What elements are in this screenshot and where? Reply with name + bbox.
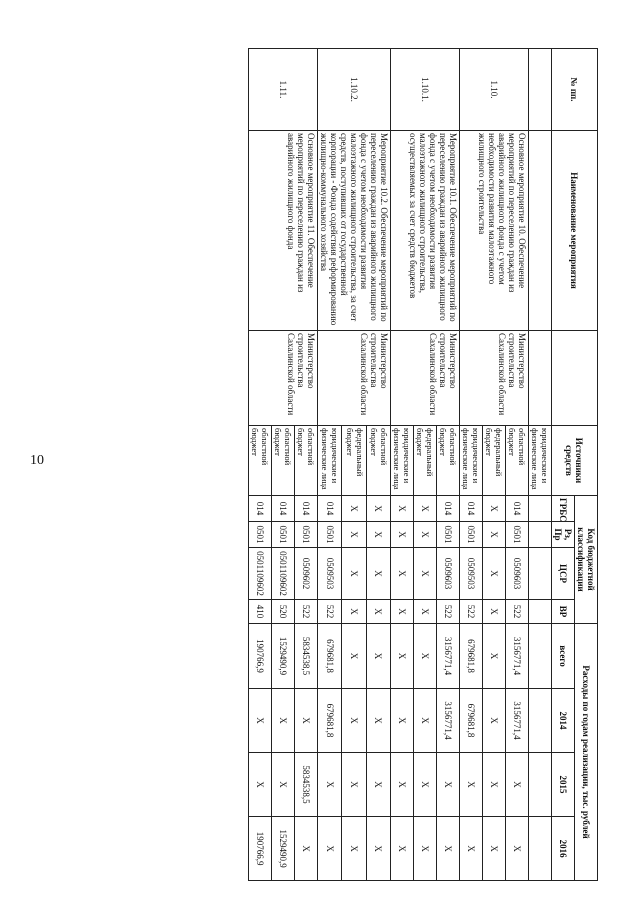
cell-total: Х [366,624,390,689]
cell-2014: 3156771,4 [437,689,460,753]
cell-total: 679681,8 [318,624,342,689]
cell-2014: Х [249,689,272,753]
cell-2015: Х [342,753,366,817]
cell-source: областной бюджет [295,426,318,496]
cell-exec: Министерство строительства Сахалинской области [391,331,460,426]
cell-grbs: 014 [295,496,318,522]
header-vr: ВР [552,600,575,624]
cell-name: Мероприятие 10.2. Обеспечение мероприятий по переселению граждан из аварийного жилищного фонда с учетом необходимости развития малоэтажного жилищного строительства, за счет средств, поступивших от государственной корпорации - Фонда содействия реформированию жилищно-коммунального хозяйства [318,131,391,331]
cell-2015: Х [249,753,272,817]
cell-2015: Х [437,753,460,817]
header-rzpr: Рз, Пр [552,522,575,548]
cell-total: 679681,8 [460,624,483,689]
cell-grbs [529,496,552,522]
cell-exec: Министерство строительства Сахалинской области [318,331,391,426]
cell-grbs: Х [483,496,506,522]
cell-2015: Х [414,753,437,817]
cell-num: 1.10.2. [318,49,391,131]
cell-vr: 522 [295,600,318,624]
cell-2014: 679681,8 [318,689,342,753]
cell-csr [529,548,552,600]
cell-2015: Х [460,753,483,817]
cell-vr: 410 [249,600,272,624]
cell-2015: Х [506,753,529,817]
cell-grbs: Х [366,496,390,522]
cell-num: 1.10.1. [391,49,460,131]
cell-rz: Х [414,522,437,548]
cell-rz: 0501 [437,522,460,548]
header-grbs: ГРБС [552,496,575,522]
cell-total: 190766,9 [249,624,272,689]
header-name: Наименование мероприятия [552,131,598,331]
cell-2016 [529,817,552,881]
cell-rz: Х [391,522,414,548]
cell-total: 3156771,4 [506,624,529,689]
cell-2015: Х [483,753,506,817]
table-row [295,49,318,881]
cell-name: Основное мероприятие 10. Обеспечение мероприятий по переселению граждан из аварийного жилищного фонда с учетом необходимости развития малоэтажного жилищного строительства [460,131,529,331]
cell-csr: Х [483,548,506,600]
cell-grbs: 014 [272,496,295,522]
cell-2016: Х [483,817,506,881]
cell-vr: 522 [506,600,529,624]
cell-rz: 0501 [295,522,318,548]
cell-total: 1529490,9 [272,624,295,689]
header-row-1 [575,49,598,881]
cell-vr: 520 [272,600,295,624]
cell-rz: Х [342,522,366,548]
cell-total: Х [483,624,506,689]
cell-grbs: Х [414,496,437,522]
cell-source: федеральный бюджет [414,426,437,496]
cell-name: Основное мероприятие 11. Обеспечение мероприятий по переселению граждан из аварийного жилищного фонда [249,131,318,331]
cell-2016: 190766,9 [249,817,272,881]
cell-source: федеральный бюджет [342,426,366,496]
cell-grbs: Х [391,496,414,522]
cell-2014: 679681,8 [460,689,483,753]
cell-2015: 5834538,5 [295,753,318,817]
cell-total: Х [391,624,414,689]
cell-2016: Х [366,817,390,881]
cell-name [529,131,552,331]
cell-grbs: 014 [437,496,460,522]
cell-total: 3156771,4 [437,624,460,689]
cell-2014: Х [272,689,295,753]
cell-rz: Х [483,522,506,548]
header-exec [552,331,598,426]
cell-rz: Х [366,522,390,548]
cell-vr: 522 [318,600,342,624]
header-2014: 2014 [552,689,575,753]
cell-grbs: 014 [249,496,272,522]
header-2016: 2016 [552,817,575,881]
cell-source: юридические и физические лица [529,426,552,496]
header-source: Источники средств [552,426,598,496]
cell-2016: 1529490,9 [272,817,295,881]
cell-2014: Х [483,689,506,753]
cell-2014: Х [342,689,366,753]
cell-rz: 0501 [249,522,272,548]
header-num: № пп. [552,49,598,131]
cell-total: Х [414,624,437,689]
cell-vr: 522 [437,600,460,624]
cell-2014: Х [391,689,414,753]
cell-2016: Х [295,817,318,881]
header-2015: 2015 [552,753,575,817]
cell-rz: 0501 [506,522,529,548]
cell-num [529,49,552,131]
table-row [437,49,460,881]
cell-total: 5834538,5 [295,624,318,689]
cell-2014 [529,689,552,753]
cell-vr: Х [342,600,366,624]
table-row [506,49,529,881]
cell-rz [529,522,552,548]
cell-csr: 0509503 [460,548,483,600]
cell-source: федеральный бюджет [483,426,506,496]
cell-source: областной бюджет [272,426,295,496]
cell-csr: Х [342,548,366,600]
cell-source: областной бюджет [437,426,460,496]
cell-source: областной бюджет [506,426,529,496]
cell-source: юридические и физические лица [391,426,414,496]
cell-exec [529,331,552,426]
cell-2014: Х [366,689,390,753]
cell-2015: Х [391,753,414,817]
cell-total: Х [342,624,366,689]
cell-2015 [529,753,552,817]
cell-2016: Х [414,817,437,881]
cell-csr: 0509603 [437,548,460,600]
table-row [366,49,390,881]
cell-csr: 0501109602 [272,548,295,600]
cell-2014: 3156771,4 [506,689,529,753]
cell-2016: Х [460,817,483,881]
cell-grbs: 014 [460,496,483,522]
cell-vr: 522 [460,600,483,624]
cell-vr [529,600,552,624]
cell-exec: Министерство строительства Сахалинской области [249,331,318,426]
cell-source: юридические и физические лица [460,426,483,496]
cell-csr: 0509503 [318,548,342,600]
cell-exec: Министерство строительства Сахалинской области [460,331,529,426]
cell-source: областной бюджет [366,426,390,496]
cell-vr: Х [391,600,414,624]
cell-name: Мероприятие 10.1. Обеспечение мероприятий по переселению граждан из аварийного жилищного фонда с учетом необходимости развития малоэтажного жилищного строительства, осуществляемых за счет средств бюджетов [391,131,460,331]
table-row [529,49,552,881]
cell-vr: Х [414,600,437,624]
cell-num: 1.11. [249,49,318,131]
cell-source: юридические и физические лица [318,426,342,496]
header-expenses-group: Расходы по годам реализации, тыс. рублей [575,624,598,881]
cell-2016: Х [506,817,529,881]
cell-grbs: 014 [506,496,529,522]
cell-csr: 0509603 [506,548,529,600]
cell-2015: Х [272,753,295,817]
cell-2016: Х [391,817,414,881]
cell-2015: Х [318,753,342,817]
cell-2014: Х [414,689,437,753]
rotated-table-wrapper [248,48,598,880]
cell-num: 1.10. [460,49,529,131]
header-code-group: Код бюджетной классификации [575,496,598,624]
cell-2016: Х [437,817,460,881]
cell-rz: 0501 [460,522,483,548]
header-csr: ЦСР [552,548,575,600]
cell-2015: Х [366,753,390,817]
cell-csr: Х [366,548,390,600]
cell-grbs: Х [342,496,366,522]
cell-source: областной бюджет [249,426,272,496]
cell-rz: 0501 [272,522,295,548]
cell-csr: Х [414,548,437,600]
cell-rz: 0501 [318,522,342,548]
cell-2016: Х [318,817,342,881]
header-total: всего [552,624,575,689]
cell-csr: 0509602 [295,548,318,600]
cell-2014: Х [295,689,318,753]
page-number: 10 [30,453,44,468]
cell-vr: Х [483,600,506,624]
cell-csr: 0501109602 [249,548,272,600]
cell-vr: Х [366,600,390,624]
budget-table [248,48,598,881]
cell-grbs: 014 [318,496,342,522]
cell-total [529,624,552,689]
cell-2016: Х [342,817,366,881]
cell-csr: Х [391,548,414,600]
